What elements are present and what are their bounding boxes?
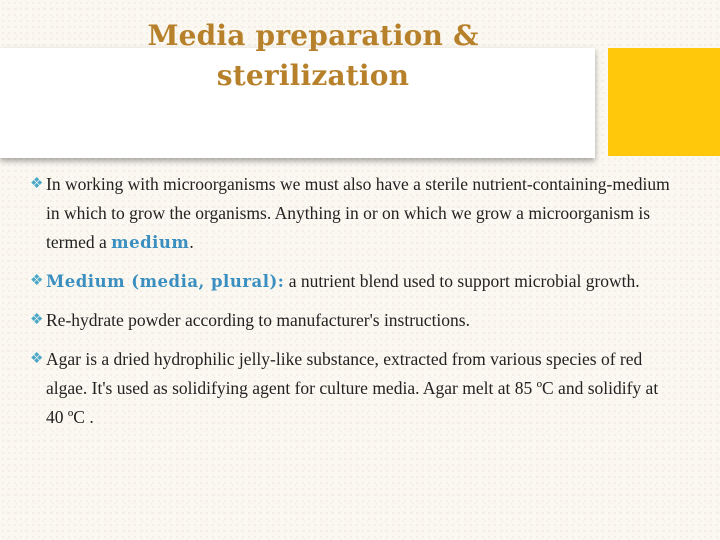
bullet-2-highlight: Medium (media, plural): xyxy=(46,272,285,291)
bullet-item-1 xyxy=(30,170,680,257)
bullet-2-text: a nutrient blend used to support microbial growth. xyxy=(284,271,640,291)
bullet-1-end: . xyxy=(189,232,194,252)
diamond-bullet-icon: ❖ xyxy=(30,351,44,367)
bullet-4-text: Agar is a dried hydrophilic jelly-like substance, extracted from various species of red algae. It's used as solidifying agent for culture media. Agar melt at 85 ºC and solidify at 40 ºC . xyxy=(46,349,659,427)
slide-title-line1: Media preparation & xyxy=(147,19,479,52)
bullet-3-text: Re-hydrate powder according to manufacturer's instructions. xyxy=(46,310,470,330)
bullet-1-text: In working with microorganisms we must also have a sterile nutrient-containing-medium in which to grow the organisms. Anything in or on which we grow a microorganism is termed a xyxy=(46,174,670,252)
diamond-bullet-icon: ❖ xyxy=(30,176,44,192)
bullet-item-3 xyxy=(30,306,680,335)
slide-content xyxy=(30,170,680,442)
bullet-item-4 xyxy=(30,345,680,432)
accent-block xyxy=(608,48,720,156)
slide-title-line2: sterilization xyxy=(216,59,410,92)
slide-title xyxy=(0,16,626,96)
bullet-1-highlight: medium xyxy=(111,233,190,252)
diamond-bullet-icon: ❖ xyxy=(30,312,44,328)
bullet-item-2 xyxy=(30,267,680,296)
diamond-bullet-icon: ❖ xyxy=(30,273,44,289)
